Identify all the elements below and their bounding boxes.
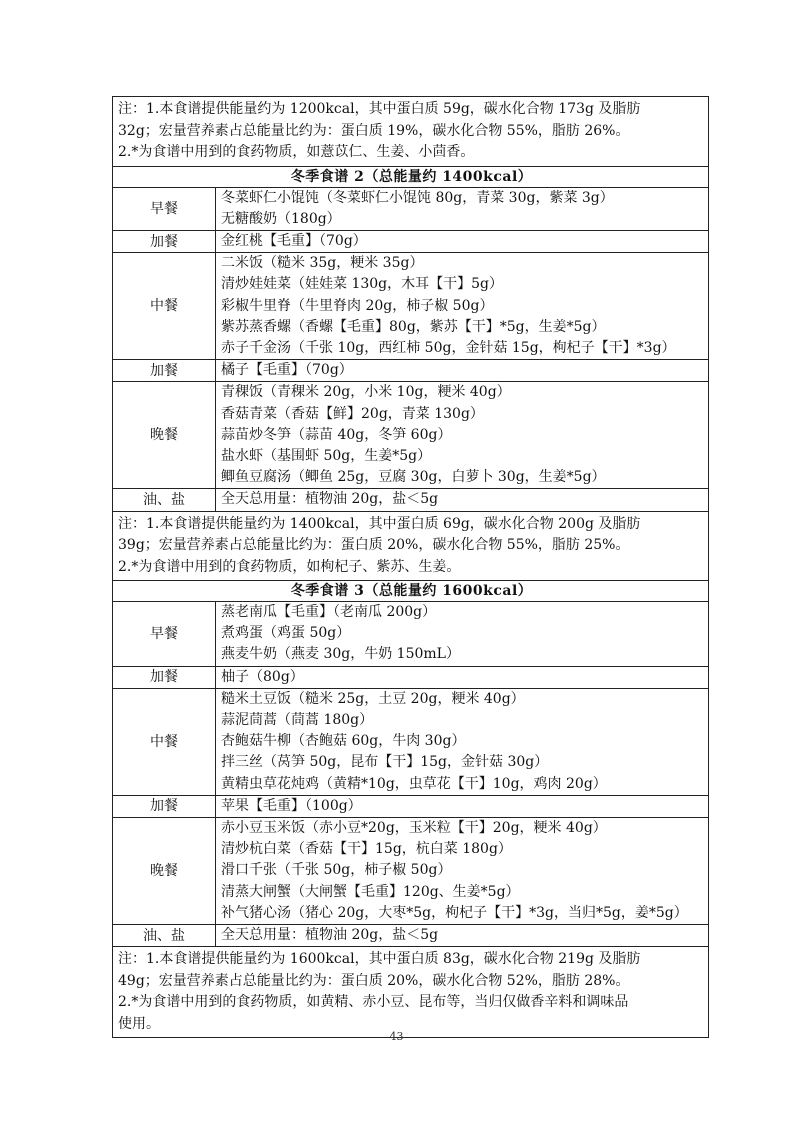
menu-item: 全天总用量：植物油 20g，盐＜5g <box>221 927 439 944</box>
menu-item: 蒜泥茼蒿（茼蒿 180g） <box>221 712 374 729</box>
meal-items <box>216 795 709 817</box>
menu-item: 全天总用量：植物油 20g，盐＜5g <box>221 491 439 508</box>
page-number: 43 <box>389 1030 404 1043</box>
meal-items <box>216 602 709 667</box>
menu-item: 清炒杭白菜（香菇【干】15g，杭白菜 180g） <box>221 841 512 858</box>
meal-name: 晚餐 <box>113 818 216 925</box>
meal-items <box>216 666 709 688</box>
note-cell-recipe3 <box>113 947 709 1038</box>
menu-item: 清炒娃娃菜（娃娃菜 130g，木耳【干】5g） <box>221 276 504 293</box>
menu-item: 赤子千金汤（千张 10g，西红柿 50g，金针菇 15g，枸杞子【干】*3g） <box>221 339 676 356</box>
meal-row <box>113 187 709 230</box>
title-row <box>113 166 709 187</box>
meal-items <box>216 489 709 511</box>
menu-item: 清蒸大闸蟹（大闸蟹【毛重】120g、生姜*5g） <box>221 883 520 900</box>
note-cell-recipe2 <box>113 511 709 581</box>
menu-item: 无糖酸奶（180g） <box>221 210 341 227</box>
recipe-table <box>112 96 709 1038</box>
meal-items <box>216 230 709 252</box>
note-line: 注：1.本食谱提供能量约为 1200kcal，其中蛋白质 59g，碳水化合物 173g 及脂肪 <box>118 101 641 117</box>
menu-item: 杏鲍菇牛柳（杏鲍菇 60g，牛肉 30g） <box>221 733 466 750</box>
note-line: 注：1.本食谱提供能量约为 1400kcal，其中蛋白质 69g，碳水化合物 200g 及脂肪 <box>118 515 641 532</box>
meal-row <box>113 489 709 511</box>
meal-row <box>113 360 709 382</box>
note-line: 2.*为食谱中用到的食药物质，如黄精、赤小豆、昆布等，当归仅做香辛料和调味品 <box>118 994 629 1011</box>
meal-name: 加餐 <box>113 666 216 688</box>
note-row <box>113 947 709 1038</box>
menu-item: 拌三丝（莴笋 50g，昆布【干】15g，金针菇 30g） <box>221 754 549 771</box>
meal-items <box>216 360 709 382</box>
recipe3-title: 冬季食谱 3（总能量约 1600kcal） <box>113 581 709 602</box>
menu-item: 香菇青菜（香菇【鲜】20g，青菜 130g） <box>221 405 484 422</box>
note-cell-recipe1 <box>113 97 709 167</box>
menu-item: 蒸老南瓜【毛重】（老南瓜 200g） <box>221 604 437 621</box>
note-line: 39g；宏量营养素占总能量比约为：蛋白质 20%，碳水化合物 55%，脂肪 25%。 <box>118 537 630 554</box>
meal-name: 早餐 <box>113 602 216 667</box>
meal-items <box>216 818 709 925</box>
note-row <box>113 511 709 581</box>
meal-row <box>113 666 709 688</box>
meal-items <box>216 382 709 489</box>
menu-item: 糙米土豆饭（糙米 25g，土豆 20g，粳米 40g） <box>221 690 525 707</box>
menu-item: 橘子【毛重】（70g） <box>221 362 353 379</box>
meal-items <box>216 253 709 360</box>
note-line: 2.*为食谱中用到的食药物质，如枸杞子、紫苏、生姜。 <box>118 558 461 575</box>
meal-name: 油、盐 <box>113 925 216 947</box>
menu-item: 补气猪心汤（猪心 20g，大枣*5g，枸杞子【干】*3g，当归*5g，姜*5g） <box>221 904 688 921</box>
meal-name: 加餐 <box>113 795 216 817</box>
menu-item: 鲫鱼豆腐汤（鲫鱼 25g，豆腐 30g，白萝卜 30g，生姜*5g） <box>221 469 606 486</box>
note-line: 32g；宏量营养素占总能量比约为：蛋白质 19%，碳水化合物 55%，脂肪 26%。 <box>118 122 630 139</box>
menu-item: 青稞饭（青稞米 20g，小米 10g，粳米 40g） <box>221 384 511 401</box>
meal-items <box>216 688 709 795</box>
menu-item: 紫苏蒸香螺（香螺【毛重】80g，紫苏【干】*5g，生姜*5g） <box>221 318 606 335</box>
menu-item: 苹果【毛重】（100g） <box>221 797 362 814</box>
meal-row <box>113 688 709 795</box>
meal-row <box>113 925 709 947</box>
meal-name: 早餐 <box>113 187 216 230</box>
meal-name: 中餐 <box>113 253 216 360</box>
meal-row <box>113 795 709 817</box>
menu-item: 蒜苗炒冬笋（蒜苗 40g，冬笋 60g） <box>221 426 452 443</box>
note-line: 49g；宏量营养素占总能量比约为：蛋白质 20%，碳水化合物 52%，脂肪 28%。 <box>118 972 630 989</box>
meal-row <box>113 818 709 925</box>
meal-items <box>216 925 709 947</box>
menu-item: 赤小豆玉米饭（赤小豆*20g，玉米粒【干】20g，粳米 40g） <box>221 820 607 837</box>
title-row <box>113 581 709 602</box>
meal-row <box>113 230 709 252</box>
meal-name: 晚餐 <box>113 382 216 489</box>
note-line: 使用。 <box>118 1015 160 1032</box>
note-row <box>113 97 709 167</box>
menu-item: 盐水虾（基围虾 50g，生姜*5g） <box>221 447 432 464</box>
note-line: 注：1.本食谱提供能量约为 1600kcal，其中蛋白质 83g，碳水化合物 219g 及脂肪 <box>118 951 641 968</box>
menu-item: 金红桃【毛重】（70g） <box>221 232 367 249</box>
meal-row <box>113 382 709 489</box>
menu-item: 冬菜虾仁小馄饨（冬菜虾仁小馄饨 80g，青菜 30g，紫菜 3g） <box>221 189 614 206</box>
menu-item: 彩椒牛里脊（牛里脊肉 20g，柿子椒 50g） <box>221 297 494 314</box>
note-line: 2.*为食谱中用到的食药物质，如薏苡仁、生姜、小茴香。 <box>118 144 475 160</box>
menu-item: 柚子（80g） <box>221 668 304 685</box>
menu-item: 燕麦牛奶（燕麦 30g，牛奶 150mL） <box>221 646 460 663</box>
menu-item: 二米饭（糙米 35g，粳米 35g） <box>221 255 424 272</box>
meal-row <box>113 602 709 667</box>
menu-item: 滑口千张（千张 50g，柿子椒 50g） <box>221 862 452 879</box>
recipe2-title: 冬季食谱 2（总能量约 1400kcal） <box>113 166 709 187</box>
meal-items <box>216 187 709 230</box>
meal-row <box>113 253 709 360</box>
meal-name: 油、盐 <box>113 489 216 511</box>
menu-item: 煮鸡蛋（鸡蛋 50g） <box>221 625 351 642</box>
meal-name: 加餐 <box>113 230 216 252</box>
menu-item: 黄精虫草花炖鸡（黄精*10g，虫草花【干】10g，鸡肉 20g） <box>221 775 607 792</box>
meal-name: 加餐 <box>113 360 216 382</box>
meal-name: 中餐 <box>113 688 216 795</box>
